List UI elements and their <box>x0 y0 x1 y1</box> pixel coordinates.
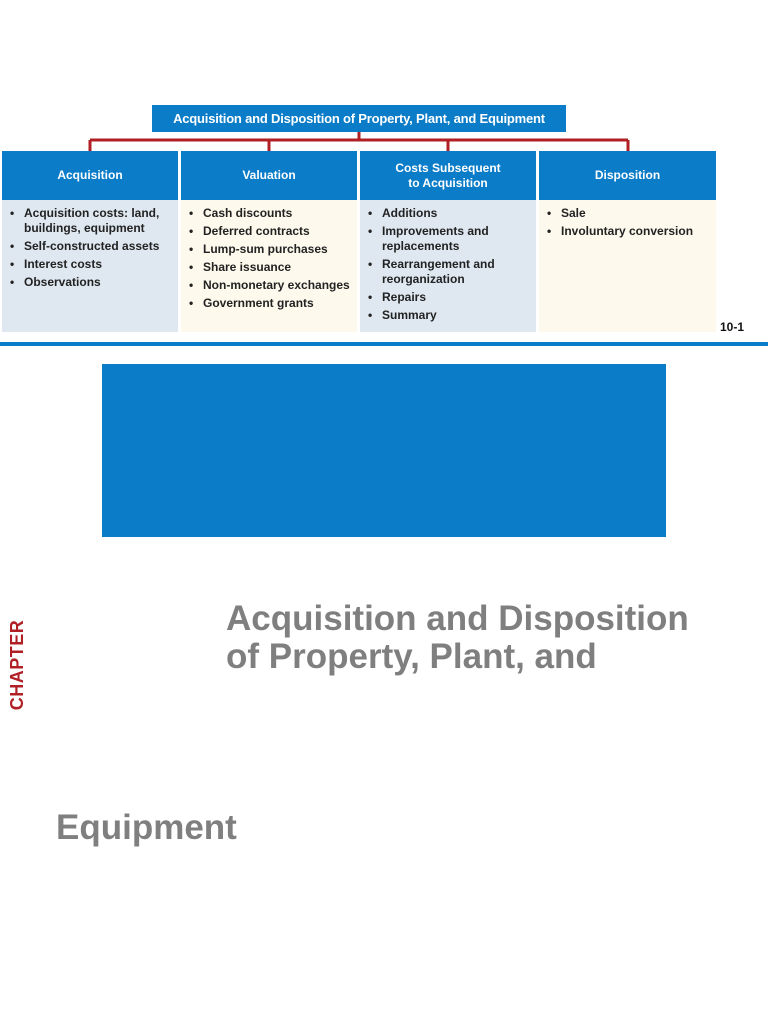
diagram-title: Acquisition and Disposition of Property, Plant, and Equipment <box>152 105 566 132</box>
list-item: • Rearrangement and reorganization <box>368 257 530 287</box>
list-item: • Government grants <box>189 296 351 311</box>
diagram-connectors <box>0 132 768 152</box>
list-item: • Lump-sum purchases <box>189 242 351 257</box>
list-item: • Deferred contracts <box>189 224 351 239</box>
column-header-label: Disposition <box>594 168 661 182</box>
column-header-disposition <box>539 151 716 200</box>
list-item: • Sale <box>547 206 710 221</box>
slide-number: 10-1 <box>720 320 745 334</box>
column-body-costs-subsequent <box>360 200 536 332</box>
list-item: • Improvements and replacements <box>368 224 530 254</box>
chapter-title-line: Acquisition and Disposition <box>226 599 689 638</box>
list-item: • Acquisition costs: land, buildings, equipment <box>10 206 172 236</box>
list-item: • Self-constructed assets <box>10 239 172 254</box>
column-body-acquisition <box>2 200 178 332</box>
column-body-valuation <box>181 200 357 332</box>
list-item: • Non-monetary exchanges <box>189 278 351 293</box>
list-item: • Cash discounts <box>189 206 351 221</box>
column-header-label: Costs Subsequent <box>395 160 501 175</box>
column-header-costs-subsequent <box>360 151 536 200</box>
divider <box>0 342 768 346</box>
list-item: • Share issuance <box>189 260 351 275</box>
chapter-title-line: of Property, Plant, and <box>226 637 597 676</box>
list-item: • Repairs <box>368 290 530 305</box>
list-item: • Additions <box>368 206 530 221</box>
chapter-title-tail: Equipment <box>56 808 237 847</box>
list-item: • Summary <box>368 308 530 323</box>
chapter-title <box>226 600 756 676</box>
list-item: • Observations <box>10 275 172 290</box>
column-header-valuation <box>181 151 357 200</box>
column-header-label: Acquisition <box>57 168 123 182</box>
list-item: • Involuntary conversion <box>547 224 710 239</box>
column-header-label: to Acquisition <box>408 175 488 190</box>
column-header-label: Valuation <box>242 168 296 182</box>
column-header-acquisition <box>2 151 178 200</box>
header-banner <box>102 364 666 537</box>
list-item: • Interest costs <box>10 257 172 272</box>
column-body-disposition <box>539 200 716 332</box>
chapter-label: CHAPTER <box>6 619 27 711</box>
